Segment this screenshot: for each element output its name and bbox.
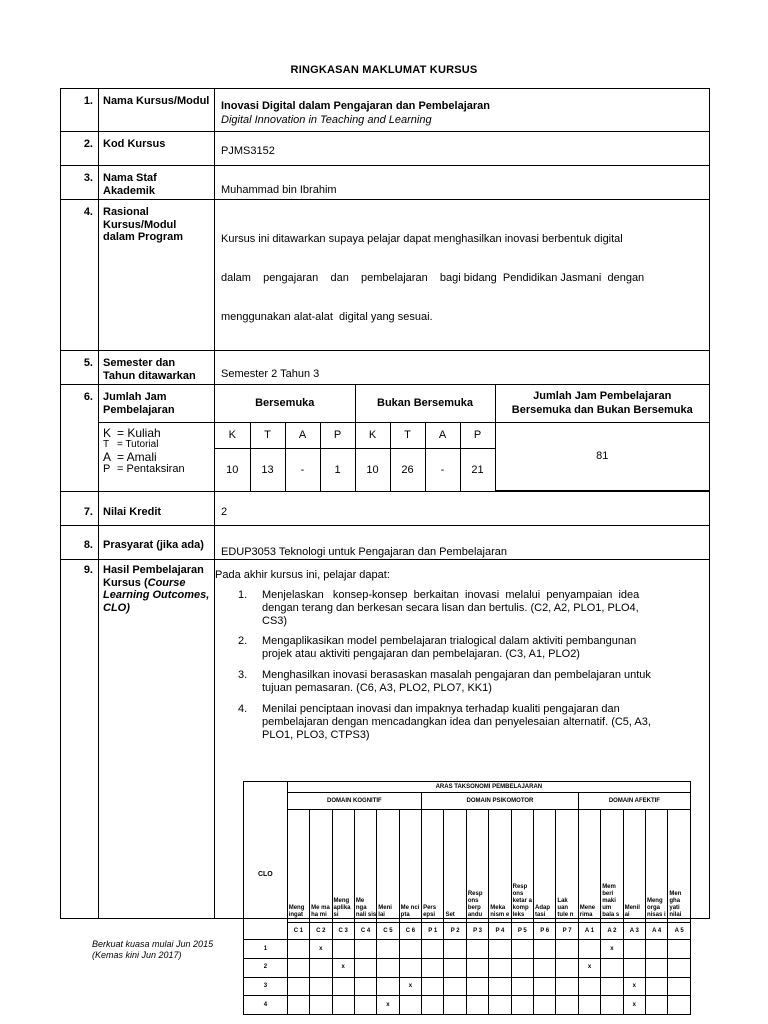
mark-cell — [668, 996, 691, 1015]
row-learning-hours — [61, 385, 710, 492]
level-name: Me nci pta — [399, 809, 421, 922]
mark-cell — [668, 959, 691, 978]
row-number: 4. — [61, 200, 99, 351]
mark-cell — [332, 996, 354, 1015]
hours-cell: 10 — [355, 448, 390, 491]
level-code: P 4 — [489, 922, 511, 940]
mark-cell — [489, 996, 511, 1015]
level-code: A 2 — [601, 922, 623, 940]
level-code: A 1 — [578, 922, 600, 940]
row-course-name — [61, 89, 710, 132]
mark-cell — [668, 977, 691, 996]
level-code: C 4 — [354, 922, 376, 940]
row-staff — [61, 166, 710, 200]
mark-cell — [287, 996, 309, 1015]
mark-cell — [534, 940, 556, 959]
taxonomy-row — [244, 977, 691, 996]
row-credit — [61, 492, 710, 526]
mark-cell — [511, 977, 533, 996]
mark-cell — [578, 977, 600, 996]
mark-cell — [556, 959, 578, 978]
hours-cell: 13 — [250, 448, 285, 491]
mark-cell — [422, 959, 444, 978]
mark-cell — [511, 940, 533, 959]
mark-cell: x — [332, 959, 354, 978]
row-number: 5. — [61, 351, 99, 385]
mark-cell — [354, 977, 376, 996]
hours-cell: 10 — [215, 448, 250, 491]
level-code: C 6 — [399, 922, 421, 940]
mark-cell: x — [601, 940, 623, 959]
rationale-text: Kursus ini ditawarkan supaya pelajar dapat menghasilkan inovasi berbentuk digital dalam pengajaran dan pembelajaran bagi bidang Pendidikan Jasmani dengan menggunakan alat-alat digital yang sesuai. — [215, 200, 710, 351]
total-hours: 81 — [495, 422, 709, 491]
level-code: P 7 — [556, 922, 578, 940]
level-name: Mene rima — [578, 809, 600, 922]
clo-number: 2 — [244, 959, 288, 978]
level-name: Meni lai — [377, 809, 399, 922]
mark-cell: x — [310, 940, 332, 959]
mark-cell — [534, 959, 556, 978]
mark-cell — [310, 959, 332, 978]
row-label: Tahun ditawarkan — [103, 369, 196, 382]
level-code: C 2 — [310, 922, 332, 940]
level-name: Adap tasi — [534, 809, 556, 922]
mark-cell: x — [399, 977, 421, 996]
mark-cell — [377, 959, 399, 978]
mark-cell — [511, 996, 533, 1015]
header-bukan-bersemuka: Bukan Bersemuka — [355, 385, 495, 422]
clo-intro: Pada akhir kursus ini, pelajar dapat: — [215, 569, 390, 581]
mark-cell — [645, 977, 667, 996]
mark-cell — [377, 977, 399, 996]
row-label: Kursus/Modul — [103, 218, 177, 231]
mark-cell: x — [623, 996, 645, 1015]
divider — [98, 422, 215, 423]
row-number: 7. — [61, 492, 99, 526]
row-label: Prasyarat (jika ada) — [99, 526, 215, 560]
code-cell: P — [320, 422, 355, 448]
mark-cell — [645, 959, 667, 978]
hours-legend: K = Kuliah T = Tutorial A = Amali P = Pentaksiran — [103, 426, 185, 475]
mark-cell — [287, 977, 309, 996]
mark-cell — [399, 959, 421, 978]
level-name: Meng ingat — [287, 809, 309, 922]
level-code: C 3 — [332, 922, 354, 940]
mark-cell — [354, 959, 376, 978]
row-label: Nama Kursus/Modul — [99, 89, 215, 132]
row-label: Akademik — [103, 184, 155, 197]
domain-afektif: DOMAIN AFEKTIF — [578, 793, 690, 810]
mark-cell — [444, 996, 466, 1015]
mark-cell — [489, 977, 511, 996]
row-rationale — [61, 200, 710, 351]
level-code: A 4 — [645, 922, 667, 940]
course-name-ms: Inovasi Digital dalam Pengajaran dan Pembelajaran — [221, 100, 490, 112]
row-label: Kursus ( — [103, 576, 148, 589]
mark-cell — [601, 996, 623, 1015]
mark-cell — [354, 940, 376, 959]
mark-cell — [534, 977, 556, 996]
mark-cell — [332, 977, 354, 996]
level-code: P 6 — [534, 922, 556, 940]
taxonomy-row — [244, 959, 691, 978]
domain-psikomotor: DOMAIN PSIKOMOTOR — [422, 793, 579, 810]
semester-value: Semester 2 Tahun 3 — [215, 351, 710, 385]
clo-item: 4. Menilai penciptaan inovasi dan impaknya terhadap kualiti pengajaran dan pembelajaran dengan mencadangkan idea dan penyelesaian alternatif. (C5, A3, PLO1, PLO3, CTPS3) — [238, 703, 651, 741]
row-clo — [61, 560, 710, 919]
row-number: 8. — [61, 526, 99, 560]
level-name: Set — [444, 809, 466, 922]
level-name: Me ma ha mi — [310, 809, 332, 922]
level-name: Meka nism e — [489, 809, 511, 922]
mark-cell: x — [377, 996, 399, 1015]
row-label: Nilai Kredit — [99, 492, 215, 526]
level-code: C 5 — [377, 922, 399, 940]
level-name: Resp ons berp andu — [466, 809, 488, 922]
row-label: Kod Kursus — [99, 132, 215, 166]
mark-cell — [466, 977, 488, 996]
mark-cell — [354, 996, 376, 1015]
level-name: Meng orga nisas i — [645, 809, 667, 922]
level-code: P 1 — [422, 922, 444, 940]
prerequisite-value: EDUP3053 Teknologi untuk Pengajaran dan Pembelajaran — [215, 526, 710, 560]
mark-cell — [578, 940, 600, 959]
mark-cell — [310, 996, 332, 1015]
row-label: CLO) — [103, 601, 130, 614]
mark-cell — [466, 996, 488, 1015]
mark-cell — [287, 940, 309, 959]
mark-cell — [489, 940, 511, 959]
mark-cell — [645, 940, 667, 959]
code-cell: K — [215, 422, 250, 448]
row-label: Nama Staf — [103, 172, 157, 184]
mark-cell — [556, 977, 578, 996]
row-label: dalam Program — [103, 231, 184, 243]
row-number: 2. — [61, 132, 99, 166]
level-name: Lak uan tule n — [556, 809, 578, 922]
row-label: Course — [147, 576, 186, 589]
document-title: RINGKASAN MAKLUMAT KURSUS — [290, 64, 478, 76]
mark-cell — [399, 996, 421, 1015]
mark-cell — [556, 940, 578, 959]
clo-item: 1. Menjelaskan konsep-konsep berkaitan inovasi melalui penyampaian idea dengan terang dan berkesan secara lisan dan bertulis. (C2, A2, PLO1, PLO4, CS3) — [238, 589, 640, 627]
hours-table — [215, 385, 709, 491]
mark-cell — [444, 959, 466, 978]
mark-cell — [601, 959, 623, 978]
hours-cell: 26 — [390, 448, 425, 491]
row-label: Learning Outcomes, — [103, 589, 210, 601]
taxonomy-title: ARAS TAKSONOMI PEMBELAJARAN — [287, 782, 690, 793]
code-cell: T — [250, 422, 285, 448]
row-number: 9. — [61, 560, 99, 919]
row-number: 1. — [61, 89, 99, 132]
level-name: Mem beri maki um bala s — [601, 809, 623, 922]
mark-cell — [332, 940, 354, 959]
mark-cell — [287, 959, 309, 978]
mark-cell — [601, 977, 623, 996]
hours-cell: 1 — [320, 448, 355, 491]
hours-cell: - — [285, 448, 320, 491]
mark-cell — [422, 996, 444, 1015]
mark-cell — [310, 977, 332, 996]
code-cell: A — [285, 422, 320, 448]
row-label: Rasional — [103, 206, 149, 218]
course-code: PJMS3152 — [215, 132, 710, 166]
level-code: P 5 — [511, 922, 533, 940]
row-number: 3. — [61, 166, 99, 200]
code-cell: A — [425, 422, 460, 448]
row-label: Hasil Pembelajaran — [103, 564, 204, 576]
course-name-en: Digital Innovation in Teaching and Learning — [221, 114, 432, 126]
mark-cell — [444, 940, 466, 959]
mark-cell — [511, 959, 533, 978]
level-name: Resp ons ketar a komp leks — [511, 809, 533, 922]
footer-note: Berkuat kuasa mulai Jun 2015 (Kemas kini Jun 2017) — [92, 939, 214, 960]
mark-cell — [422, 940, 444, 959]
mark-cell — [623, 940, 645, 959]
taxonomy-row — [244, 996, 691, 1015]
mark-cell — [422, 977, 444, 996]
mark-cell — [668, 940, 691, 959]
domain-kognitif: DOMAIN KOGNITIF — [287, 793, 421, 810]
taxonomy-table — [243, 781, 691, 1015]
level-name: Meng aplika si — [332, 809, 354, 922]
level-name: Menil ai — [623, 809, 645, 922]
mark-cell — [556, 996, 578, 1015]
level-code: P 3 — [466, 922, 488, 940]
mark-cell — [466, 940, 488, 959]
row-label: Semester dan — [103, 357, 176, 369]
clo-item: 3. Menghasilkan inovasi berasaskan masalah pengajaran dan pembelajaran untuk tujuan pemasaran. (C6, A3, PLO2, PLO7, KK1) — [238, 669, 651, 694]
header-bersemuka: Bersemuka — [215, 385, 355, 422]
level-code: A 3 — [623, 922, 645, 940]
mark-cell — [578, 996, 600, 1015]
credit-value: 2 — [215, 492, 710, 526]
row-label: Jumlah Jam — [103, 391, 167, 403]
mark-cell: x — [578, 959, 600, 978]
row-prerequisite — [61, 526, 710, 560]
clo-number: 4 — [244, 996, 288, 1015]
level-name: Men gha yati nilai — [668, 809, 691, 922]
hours-cell: 21 — [460, 448, 495, 491]
code-cell: P — [460, 422, 495, 448]
level-code: A 5 — [668, 922, 691, 940]
mark-cell — [489, 959, 511, 978]
clo-item: 2. Mengaplikasikan model pembelajaran trialogical dalam aktiviti pembangunan projek atau aktiviti pengajaran dan pembelajaran. (C3, A1, PLO2) — [238, 635, 637, 660]
header-jumlah: Jumlah Jam Pembelajaran Bersemuka dan Bukan Bersemuka — [495, 385, 709, 422]
row-label: Pembelajaran — [103, 403, 175, 416]
mark-cell — [645, 996, 667, 1015]
mark-cell: x — [623, 977, 645, 996]
level-name: Pers epsi — [422, 809, 444, 922]
staff-name: Muhammad bin Ibrahim — [215, 166, 710, 200]
code-cell: K — [355, 422, 390, 448]
level-code: P 2 — [444, 922, 466, 940]
row-semester — [61, 351, 710, 385]
mark-cell — [377, 940, 399, 959]
mark-cell — [623, 959, 645, 978]
level-name: Me nga nali sis — [354, 809, 376, 922]
clo-number: 3 — [244, 977, 288, 996]
code-cell: T — [390, 422, 425, 448]
taxonomy-row — [244, 940, 691, 959]
level-code: C 1 — [287, 922, 309, 940]
clo-number: 1 — [244, 940, 288, 959]
hours-cell: - — [425, 448, 460, 491]
mark-cell — [399, 940, 421, 959]
mark-cell — [466, 959, 488, 978]
row-course-code — [61, 132, 710, 166]
mark-cell — [534, 996, 556, 1015]
mark-cell — [444, 977, 466, 996]
row-number: 6. — [61, 385, 99, 492]
clo-header: CLO — [244, 809, 288, 939]
